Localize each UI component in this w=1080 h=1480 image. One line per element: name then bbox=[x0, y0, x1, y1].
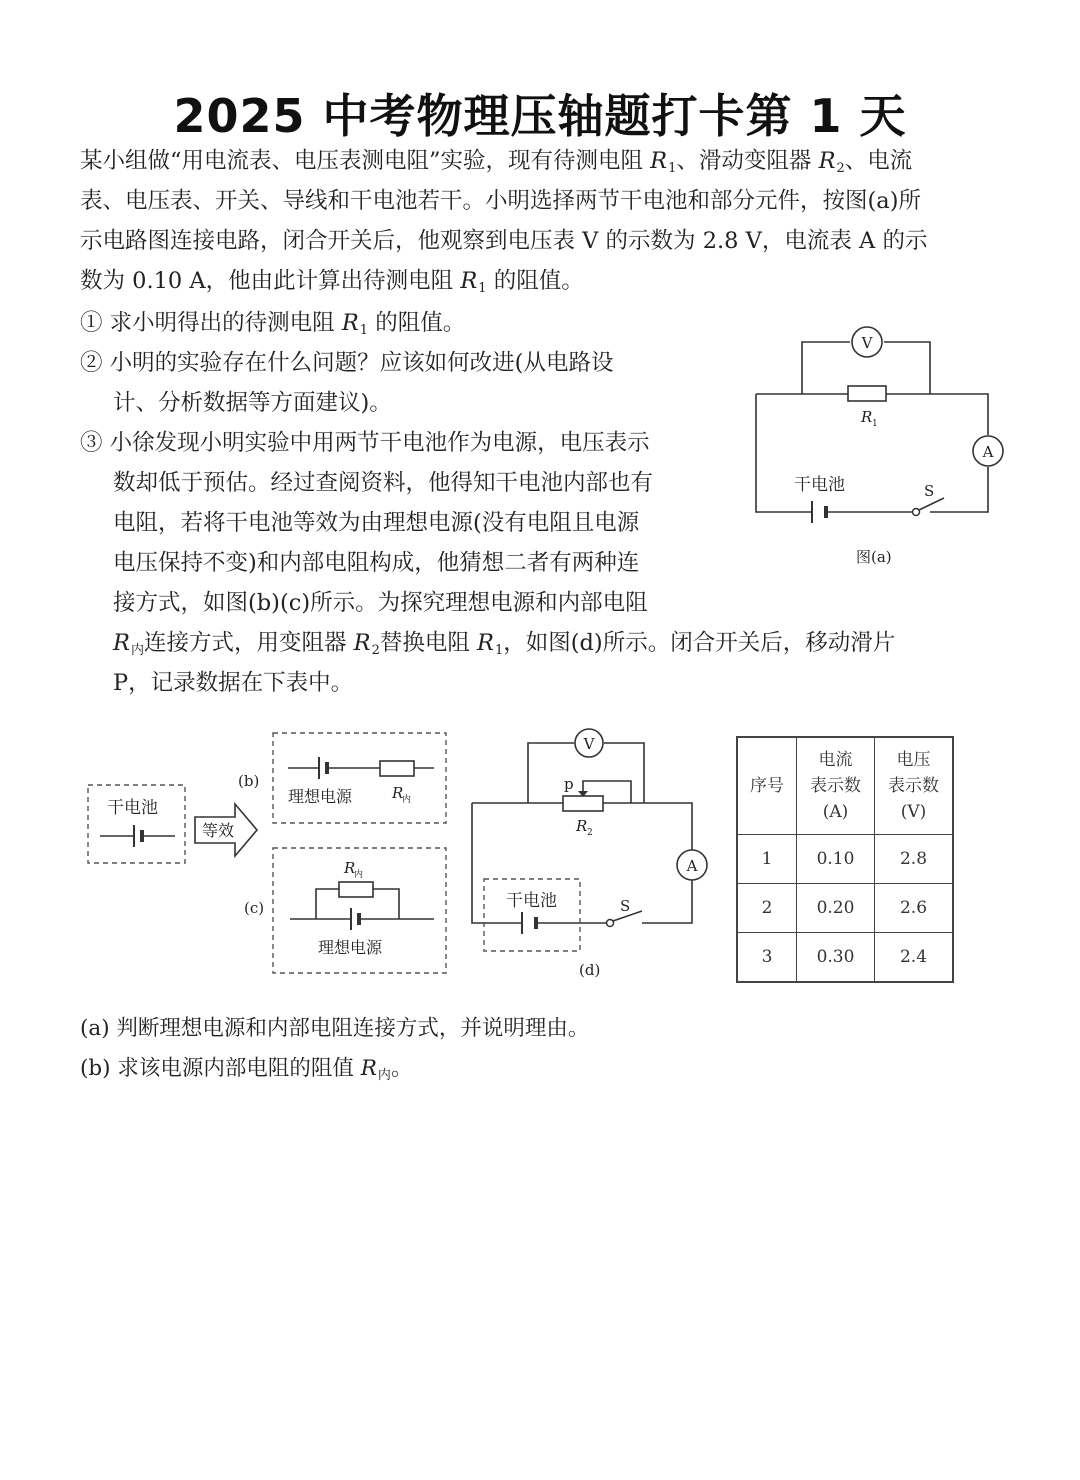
svg-text:S: S bbox=[924, 482, 935, 500]
svg-text:R: R bbox=[392, 784, 404, 802]
internal-resistor-icon bbox=[339, 882, 373, 897]
svg-text:A: A bbox=[686, 857, 698, 875]
svg-text:S: S bbox=[620, 897, 631, 915]
question-3-line-1: ③ 小徐发现小明实验中用两节干电池作为电源，电压表示 bbox=[80, 430, 650, 456]
figure-d-circuit bbox=[466, 725, 716, 985]
svg-text:R: R bbox=[861, 408, 873, 426]
svg-text:图(a): 图(a) bbox=[856, 548, 892, 566]
table-header-row bbox=[737, 737, 953, 835]
sub-question-b: (b) 求该电源内部电阻的阻值 $R_内$。 bbox=[80, 1056, 413, 1083]
question-3-line-5: 接方式，如图(b)(c)所示。为探究理想电源和内部电阻 bbox=[113, 590, 648, 616]
question-3-line-2: 数却低于预估。经过查阅资料，他得知干电池内部也有 bbox=[113, 470, 654, 496]
question-1: ① 求小明得出的待测电阻 $R_1$ 的阻值。 bbox=[80, 310, 466, 338]
table-cell: 2.8 bbox=[875, 835, 954, 884]
table-cell: 1 bbox=[737, 835, 797, 884]
svg-text:干电池: 干电池 bbox=[107, 798, 158, 818]
svg-text:(b): (b) bbox=[238, 772, 260, 790]
svg-text:R: R bbox=[344, 859, 356, 877]
table-header: 序号 bbox=[737, 737, 797, 835]
figure-c-parallel bbox=[236, 845, 456, 977]
resistor-r1-icon bbox=[848, 386, 886, 401]
battery-icon bbox=[812, 501, 826, 523]
data-table bbox=[736, 736, 954, 983]
page-title: 2025 中考物理压轴题打卡第 1 天 bbox=[173, 89, 907, 143]
svg-text:2: 2 bbox=[587, 828, 593, 838]
svg-text:R: R bbox=[576, 817, 588, 835]
svg-text:V: V bbox=[583, 735, 595, 753]
table-cell: 2.4 bbox=[875, 933, 954, 983]
intro-line-3: 示电路图连接电路，闭合开关后，他观察到电压表 V 的示数为 2.8 V，电流表 A 的示 bbox=[80, 228, 928, 254]
svg-text:理想电源: 理想电源 bbox=[288, 787, 353, 806]
table-header: 电压 表示数 (V) bbox=[875, 737, 954, 835]
rheostat-r2-icon bbox=[563, 796, 603, 811]
svg-text:V: V bbox=[861, 334, 873, 352]
question-3-line-4: 电压保持不变)和内部电阻构成，他猜想二者有两种连 bbox=[113, 550, 640, 576]
battery-icon bbox=[100, 825, 175, 847]
table-header: 电流 表示数 (A) bbox=[797, 737, 875, 835]
svg-text:(d): (d) bbox=[579, 961, 601, 979]
table-row bbox=[737, 884, 953, 933]
switch-icon bbox=[913, 498, 945, 516]
battery-icon bbox=[522, 912, 536, 934]
figure-b-series bbox=[236, 730, 456, 830]
question-3-line-6: $R_内$连接方式，用变阻器 $R_2$替换电阻 $R_1$，如图(d)所示。闭合开关后，移动滑片 bbox=[113, 630, 896, 658]
intro-line-4: 数为 0.10 A，他由此计算出待测电阻 $R_1$ 的阻值。 bbox=[80, 268, 584, 296]
intro-line-1: 某小组做“用电流表、电压表测电阻”实验，现有待测电阻 $R_1$、滑动变阻器 $R_2$、电流 bbox=[80, 148, 913, 176]
question-3-line-7: P，记录数据在下表中。 bbox=[113, 670, 354, 696]
ideal-source-icon bbox=[351, 908, 359, 930]
svg-text:内: 内 bbox=[402, 795, 412, 805]
table-cell: 0.30 bbox=[797, 933, 875, 983]
svg-text:干电池: 干电池 bbox=[506, 891, 557, 911]
table-cell: 2.6 bbox=[875, 884, 954, 933]
table-row bbox=[737, 835, 953, 884]
svg-text:A: A bbox=[982, 443, 994, 461]
question-2-line-2: 计、分析数据等方面建议)。 bbox=[113, 390, 392, 416]
ideal-source-icon bbox=[319, 757, 327, 779]
svg-text:等效: 等效 bbox=[202, 821, 235, 840]
svg-text:内: 内 bbox=[354, 870, 364, 880]
internal-resistor-icon bbox=[380, 761, 414, 776]
table-row bbox=[737, 933, 953, 983]
table-cell: 2 bbox=[737, 884, 797, 933]
table-cell: 3 bbox=[737, 933, 797, 983]
svg-text:理想电源: 理想电源 bbox=[318, 938, 383, 957]
question-3-line-3: 电阻，若将干电池等效为由理想电源(没有电阻且电源 bbox=[113, 510, 640, 536]
figure-a-circuit bbox=[740, 320, 1020, 580]
question-2-line-1: ② 小明的实验存在什么问题？应该如何改进(从电路设 bbox=[80, 350, 614, 376]
sub-question-a: (a) 判断理想电源和内部电阻连接方式，并说明理由。 bbox=[80, 1016, 590, 1041]
intro-line-2: 表、电压表、开关、导线和干电池若干。小明选择两节干电池和部分元件，按图(a)所 bbox=[80, 188, 921, 214]
svg-text:p: p bbox=[564, 775, 574, 793]
table-cell: 0.20 bbox=[797, 884, 875, 933]
svg-text:干电池: 干电池 bbox=[794, 475, 845, 495]
svg-text:1: 1 bbox=[872, 419, 878, 429]
table-cell: 0.10 bbox=[797, 835, 875, 884]
svg-text:(c): (c) bbox=[244, 899, 265, 917]
